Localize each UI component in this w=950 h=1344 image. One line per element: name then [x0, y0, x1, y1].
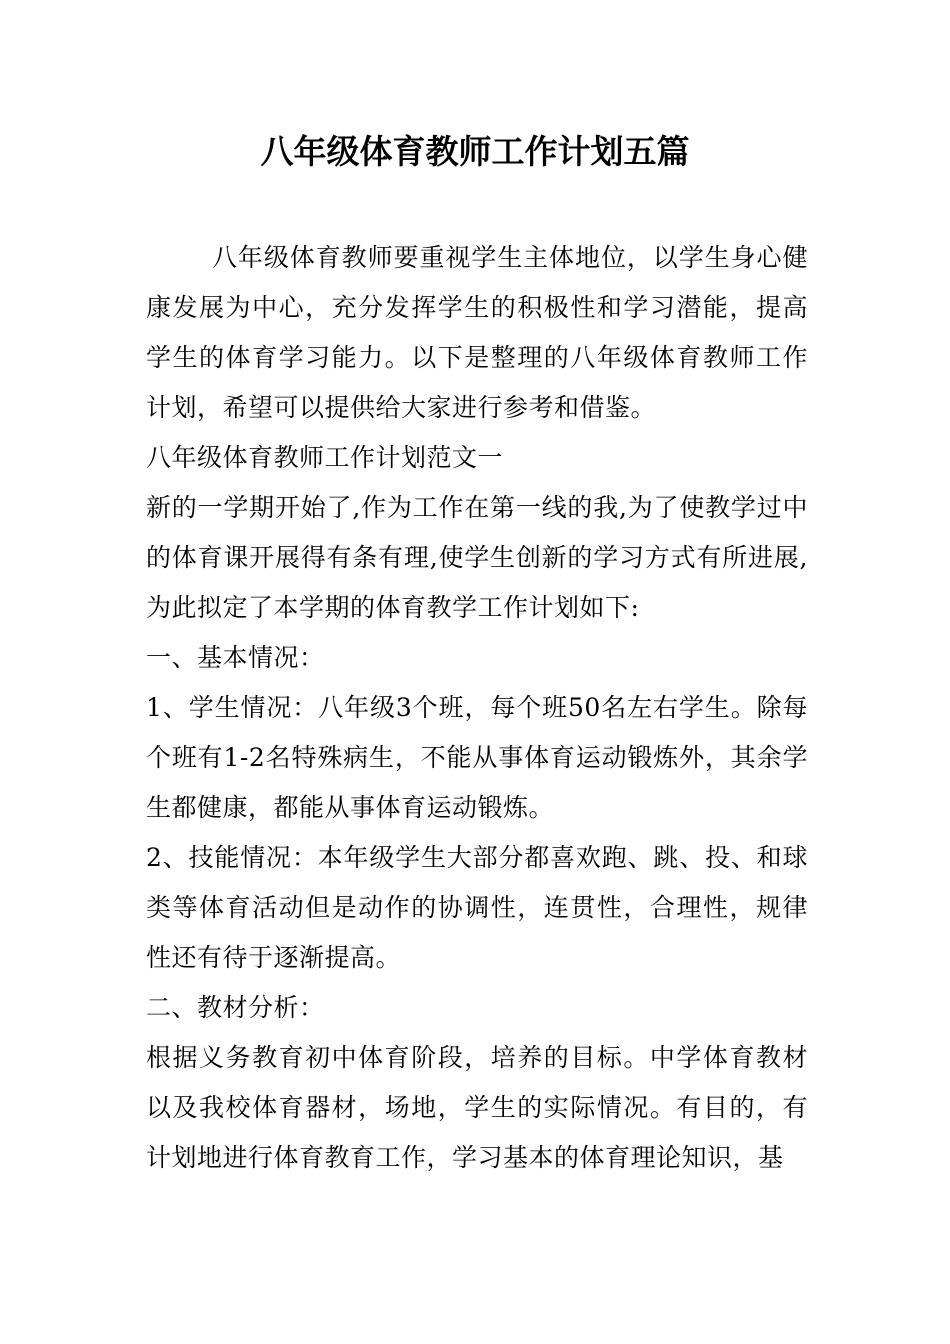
- heading-basic-situation: 一、基本情况：: [146, 643, 325, 672]
- student-situation-paragraph: 1、学生情况：八年级3个班，每个班50名左右学生。除每个班有1-2名特殊病生，不能从事体育运动锻炼外，其余学生都健康，都能从事体育运动锻炼。: [146, 693, 808, 822]
- intro-paragraph: 八年级体育教师要重视学生主体地位，以学生身心健康发展为中心，充分发挥学生的积极性和学习潜能，提高学生的体育学习能力。以下是整理的八年级体育教师工作计划，希望可以提供给大家进行参考和借鉴。: [146, 243, 808, 422]
- document-body: [146, 233, 808, 1183]
- section-heading-sample-one: 八年级体育教师工作计划范文一: [146, 443, 504, 472]
- opening-paragraph: 新的一学期开始了,作为工作在第一线的我,为了使教学过中的体育课开展得有条有理,使学生创新的学习方式有所进展,为此拟定了本学期的体育教学工作计划如下:: [146, 493, 808, 622]
- document-title: 八年级体育教师工作计划五篇: [260, 132, 690, 171]
- textbook-analysis-paragraph: 根据义务教育初中体育阶段，培养的目标。中学体育教材以及我校体育器材，场地，学生的实际情况。有目的，有计划地进行体育教育工作，学习基本的体育理论知识，基: [146, 1043, 808, 1172]
- heading-textbook-analysis: 二、教材分析：: [146, 993, 325, 1022]
- skill-situation-paragraph: 2、技能情况：本年级学生大部分都喜欢跑、跳、投、和球类等体育活动但是动作的协调性，连贯性，合理性，规律性还有待于逐渐提高。: [146, 843, 808, 972]
